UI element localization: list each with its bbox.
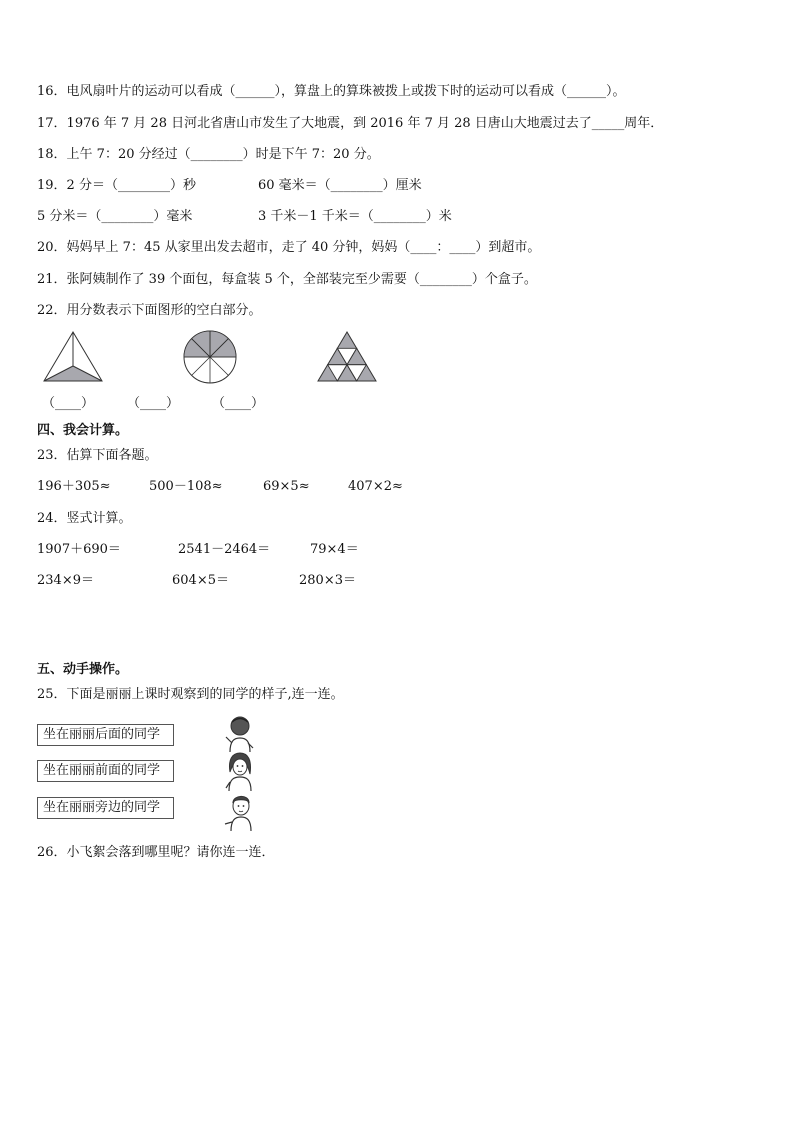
question-19d: 3 千米－1 千米＝（________）米 xyxy=(258,209,452,224)
label-box-front[interactable]: 坐在丽丽前面的同学 xyxy=(37,760,174,782)
question-16: 16．电风扇叶片的运动可以看成（______），算盘上的算珠被拨上或拨下时的运动可以看成（______）。 xyxy=(37,84,626,99)
answer-blank-2[interactable]: （____） xyxy=(127,396,180,411)
question-19b: 60 毫米＝（________）厘米 xyxy=(258,178,422,193)
triangle-grid-figure xyxy=(316,330,378,384)
question-19c: 5 分米＝（________）毫米 xyxy=(37,209,193,224)
question-22: 22．用分数表示下面图形的空白部分。 xyxy=(37,303,262,318)
circle-figure xyxy=(181,330,239,384)
estimate-item: 500－108≈ xyxy=(149,479,223,494)
section-title-5: 五、动手操作。 xyxy=(37,662,129,677)
answer-blank-3[interactable]: （____） xyxy=(212,396,265,411)
estimate-item: 69×5≈ xyxy=(263,479,310,494)
student-front-view-icon xyxy=(222,750,258,792)
question-24: 24．竖式计算。 xyxy=(37,511,132,526)
student-back-view-icon xyxy=(222,713,258,753)
label-box-behind[interactable]: 坐在丽丽后面的同学 xyxy=(37,724,174,746)
vertical-calc-item: 234×9＝ xyxy=(37,573,94,588)
triangle-figure xyxy=(42,330,104,384)
estimate-item: 196＋305≈ xyxy=(37,479,111,494)
vertical-calc-item: 280×3＝ xyxy=(299,573,356,588)
student-side-view-icon xyxy=(222,790,258,832)
question-26: 26．小飞絮会落到哪里呢？请你连一连． xyxy=(37,845,275,860)
vertical-calc-item: 1907＋690＝ xyxy=(37,542,121,557)
vertical-calc-item: 2541－2464＝ xyxy=(178,542,271,557)
question-20: 20．妈妈早上 7：45 从家里出发去超市，走了 40 分钟，妈妈（____：____）到超市。 xyxy=(37,240,541,255)
section-title-4: 四、我会计算。 xyxy=(37,423,129,438)
estimate-item: 407×2≈ xyxy=(348,479,403,494)
question-18: 18．上午 7：20 分经过（________）时是下午 7：20 分。 xyxy=(37,147,380,162)
question-21: 21．张阿姨制作了 39 个面包，每盒装 5 个，全部装完至少需要（________）个盒子。 xyxy=(37,272,537,287)
answer-blank-1[interactable]: （____） xyxy=(42,396,95,411)
question-17: 17．1976 年 7 月 28 日河北省唐山市发生了大地震，到 2016 年 7 月 28 日唐山大地震过去了_____周年． xyxy=(37,116,664,131)
label-box-side[interactable]: 坐在丽丽旁边的同学 xyxy=(37,797,174,819)
vertical-calc-item: 604×5＝ xyxy=(172,573,229,588)
vertical-calc-item: 79×4＝ xyxy=(310,542,359,557)
question-19a: 19．2 分＝（________）秒 xyxy=(37,178,196,193)
question-23: 23．估算下面各题。 xyxy=(37,448,158,463)
question-25: 25．下面是丽丽上课时观察到的同学的样子,连一连。 xyxy=(37,687,344,702)
